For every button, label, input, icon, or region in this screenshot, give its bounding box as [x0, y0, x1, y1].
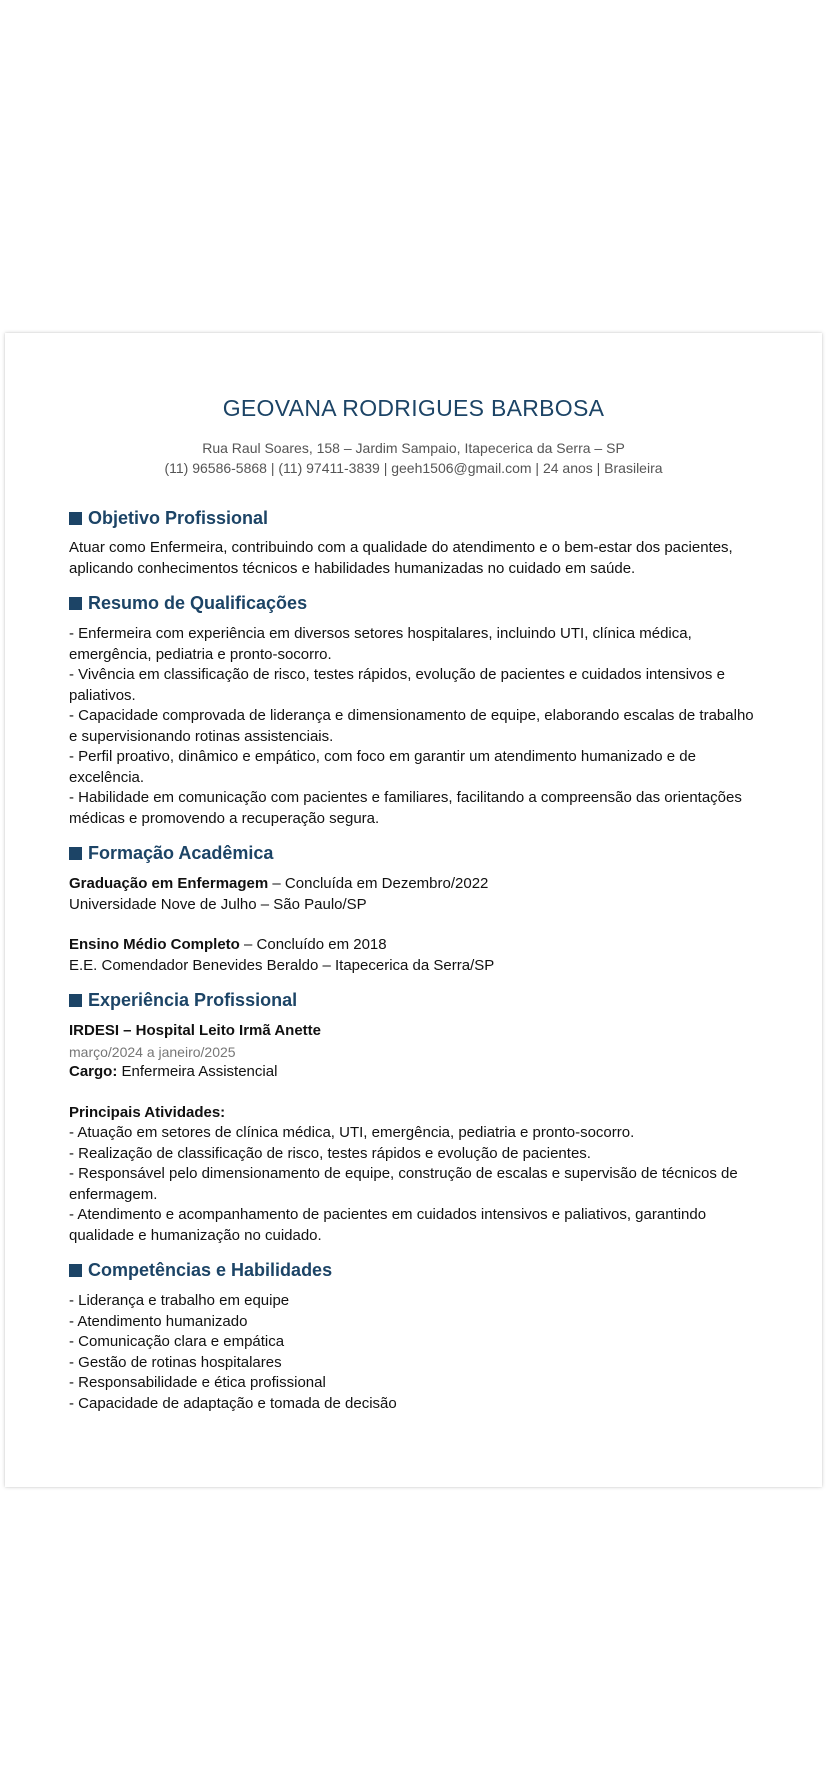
- list-item: - Enfermeira com experiência em diversos setores hospitalares, incluindo UTI, clínica médica, emergência, pediatria e pronto-socorro.: [69, 625, 692, 663]
- list-item: - Perfil proativo, dinâmico e empático, com foco em garantir um atendimento humanizado e de excelência.: [69, 748, 696, 786]
- list-item: - Atendimento e acompanhamento de pacientes em cuidados intensivos e paliativos, garantindo qualidade e humanização no cuidado.: [69, 1206, 707, 1244]
- list-item: - Liderança e trabalho em equipe: [69, 1292, 290, 1309]
- formacao-entry: [69, 874, 758, 915]
- objetivo-text: Atuar como Enfermeira, contribuindo com a qualidade do atendimento e o bem-estar dos pacientes, aplicando conhecimentos técnicos e habilidades humanizadas no cuidado em saúde.: [69, 539, 733, 577]
- formacao-entry: [69, 935, 758, 976]
- cargo-label: Cargo:: [69, 1063, 118, 1080]
- experiencia-entry: [69, 1021, 758, 1246]
- degree-status: – Concluído em 2018: [239, 936, 387, 953]
- list-item: - Atendimento humanizado: [69, 1312, 248, 1330]
- list-item: - Capacidade comprovada de liderança e dimensionamento de equipe, elaborando escalas de trabalho e supervisionando rotinas assistenciais.: [69, 707, 754, 745]
- list-item: - Capacidade de adaptação e tomada de decisão: [69, 1394, 397, 1412]
- atividades-list: [69, 1123, 758, 1246]
- square-bullet-icon: [69, 994, 82, 1007]
- competencias-list: [69, 1291, 758, 1414]
- list-item: - Comunicação clara e empática: [69, 1333, 285, 1350]
- atividades-label: Principais Atividades:: [69, 1103, 226, 1121]
- resumo-list: [69, 624, 758, 829]
- section-title-competencias: Competências e Habilidades: [69, 1260, 758, 1281]
- section-title-objetivo: Objetivo Profissional: [69, 508, 758, 529]
- list-item: - Atuação em setores de clínica médica, UTI, emergência, pediatria e pronto-socorro.: [69, 1124, 635, 1141]
- section-title-experiencia: Experiência Profissional: [69, 990, 758, 1011]
- square-bullet-icon: [69, 597, 82, 610]
- list-item: - Responsável pelo dimensionamento de equipe, construção de escalas e supervisão de técnicos de enfermagem.: [69, 1165, 738, 1203]
- degree-title: Graduação em Enfermagem: [69, 875, 269, 892]
- contact-details: (11) 96586-5868 | (11) 97411-3839 | geeh1506@gmail.com | 24 anos | Brasileira: [164, 460, 663, 476]
- school-name: Universidade Nove de Julho – São Paulo/SP: [69, 895, 367, 913]
- section-title-resumo: Resumo de Qualificações: [69, 593, 758, 614]
- square-bullet-icon: [69, 512, 82, 525]
- company-name: IRDESI – Hospital Leito Irmã Anette: [69, 1022, 321, 1039]
- degree-title: Ensino Médio Completo: [69, 936, 240, 953]
- list-item: - Responsabilidade e ética profissional: [69, 1374, 326, 1391]
- square-bullet-icon: [69, 847, 82, 860]
- section-title-formacao: Formação Acadêmica: [69, 843, 758, 864]
- contact-address: Rua Raul Soares, 158 – Jardim Sampaio, Itapecerica da Serra – SP: [202, 440, 625, 456]
- list-item: - Realização de classificação de risco, testes rápidos e evolução de pacientes.: [69, 1144, 591, 1162]
- school-name: E.E. Comendador Benevides Beraldo – Itapecerica da Serra/SP: [69, 956, 495, 974]
- degree-status: – Concluída em Dezembro/2022: [268, 875, 489, 892]
- list-item: - Gestão de rotinas hospitalares: [69, 1353, 282, 1371]
- job-period: março/2024 a janeiro/2025: [69, 1043, 236, 1060]
- list-item: - Vivência em classificação de risco, testes rápidos, evolução de pacientes e cuidados intensivos e paliativos.: [69, 666, 725, 704]
- candidate-name: GEOVANA RODRIGUES BARBOSA: [222, 395, 605, 421]
- resume-page: [5, 333, 822, 1487]
- cargo-value: Enfermeira Assistencial: [117, 1063, 278, 1080]
- list-item: - Habilidade em comunicação com pacientes e familiares, facilitando a compreensão das orientações médicas e promovendo a recuperação segura.: [69, 789, 742, 827]
- square-bullet-icon: [69, 1264, 82, 1277]
